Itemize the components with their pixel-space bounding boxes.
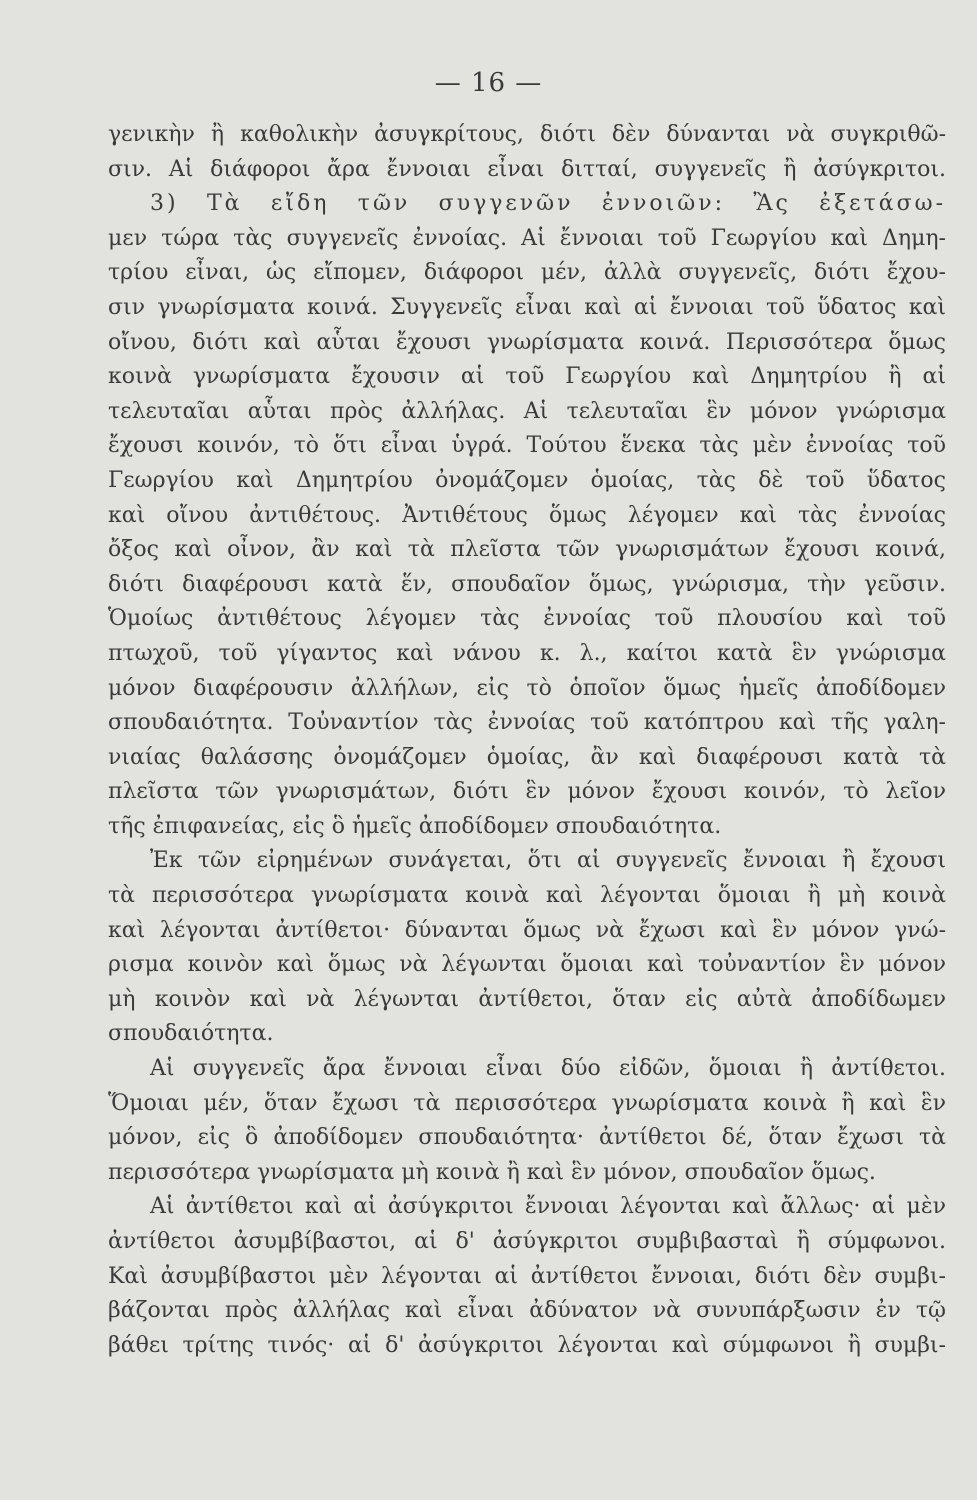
text-line: ρισμα κοινὸν καὶ ὅμως νὰ λέγωνται ὅμοιαι καὶ τοὐναντίον ἓν μόνον xyxy=(108,952,946,978)
page-number: — 16 — xyxy=(434,68,543,98)
text-line: μόνον διαφέρουσιν ἀλλήλων, εἰς τὸ ὁποῖον ὅμως ἡμεῖς ἀποδίδομεν xyxy=(108,675,946,701)
text-line: καὶ λέγονται ἀντίθετοι· δύνανται ὅμως νὰ ἔχωσι καὶ ἓν μόνον γνώ- xyxy=(108,917,946,943)
text-line: γενικὴν ἢ καθολικὴν ἀσυγκρίτους, διότι δὲν δύνανται νὰ συγκριθῶ- xyxy=(108,122,946,147)
text-line: σιν. Αἱ διάφοροι ἄρα ἔννοιαι εἶναι διτταί, συγγενεῖς ἢ ἀσύγκριτοι. xyxy=(108,156,946,182)
text-line: κοινὰ γνωρίσματα ἔχουσιν αἱ τοῦ Γεωργίου καὶ Δημητρίου ἢ αἱ xyxy=(108,364,946,390)
text-line: μόνον, εἰς ὃ ἀποδίδομεν σπουδαιότητα· ἀντίθετοι δέ, ὅταν ἔχωσι τὰ xyxy=(108,1125,946,1151)
text-line: σπουδαιότητα. xyxy=(108,1021,274,1047)
text-line: ὄξος καὶ οἶνον, ἂν καὶ τὰ πλεῖστα τῶν γνωρισμάτων ἔχουσι κοινά, xyxy=(108,537,946,563)
text-line: ἀντίθετοι ἀσυμβίβαστοι, αἱ δ' ἀσύγκριτοι συμβιβασταὶ ἢ σύμφωνοι. xyxy=(108,1229,946,1254)
text-line: νιαίας θαλάσσης ὀνομάζομεν ὁμοίας, ἂν καὶ διαφέρουσι κατὰ τὰ xyxy=(108,744,946,770)
text-line: πλεῖστα τῶν γνωρισμάτων, διότι ἓν μόνον ἔχουσι κοινόν, τὸ λεῖον xyxy=(108,779,946,805)
text-line: Ὅμοιαι μέν, ὅταν ἔχωσι τὰ περισσότερα γνωρίσματα κοινὰ ἢ καὶ ἓν xyxy=(108,1090,946,1116)
text-line: σιν γνωρίσματα κοινά. Συγγενεῖς εἶναι καὶ αἱ ἔννοιαι τοῦ ὕδατος καὶ xyxy=(108,294,946,320)
text-line: τρίου εἶναι, ὡς εἴπομεν, διάφοροι μέν, ἀλλὰ συγγενεῖς, διότι ἔχου- xyxy=(108,260,946,286)
text-line: βάζονται πρὸς ἀλλήλας καὶ εἶναι ἀδύνατον νὰ συνυπάρξωσιν ἐν τῷ xyxy=(108,1298,946,1324)
text-line: 3) Τὰ εἴδη τῶν συγγενῶν ἐννοιῶν: Ἂς ἐξετάσω- xyxy=(150,191,946,217)
text-line: περισσότερα γνωρίσματα μὴ κοινὰ ἢ καὶ ἓν μόνον, σπουδαῖον ὅμως. xyxy=(108,1159,876,1185)
text-line: σπουδαιότητα. Τοὐναντίον τὰς ἐννοίας τοῦ κατόπτρου καὶ τῆς γαλη- xyxy=(108,710,946,736)
text-line: τελευταῖαι αὗται πρὸς ἀλλήλας. Αἱ τελευταῖαι ἓν μόνον γνώρισμα xyxy=(108,398,946,424)
text-line: μὴ κοινὸν καὶ νὰ λέγωνται ἀντίθετοι, ὅταν εἰς αὐτὰ ἀποδίδωμεν xyxy=(108,986,946,1012)
text-line: διότι διαφέρουσι κατὰ ἕν, σπουδαῖον ὅμως, γνώρισμα, τὴν γεῦσιν. xyxy=(108,571,946,597)
text-line: Γεωργίου καὶ Δημητρίου ὀνομάζομεν ὁμοίας, τὰς δὲ τοῦ ὕδατος xyxy=(108,467,946,493)
text-line: Ἐκ τῶν εἰρημένων συνάγεται, ὅτι αἱ συγγενεῖς ἔννοιαι ἢ ἔχουσι xyxy=(150,848,946,874)
text-line: τὰ περισσότερα γνωρίσματα κοινὰ καὶ λέγονται ὅμοιαι ἢ μὴ κοινὰ xyxy=(108,883,946,909)
body-text xyxy=(108,118,946,1363)
text-line: Καὶ ἀσυμβίβαστοι μὲν λέγονται αἱ ἀντίθετοι ἔννοιαι, διότι δὲν συμβι- xyxy=(108,1263,946,1289)
text-line: ἔχουσι κοινόν, τὸ ὅτι εἶναι ὑγρά. Τούτου ἕνεκα τὰς μὲν ἐννοίας τοῦ xyxy=(108,433,946,459)
text-line: βάθει τρίτης τινός· αἱ δ' ἀσύγκριτοι λέγονται καὶ σύμφωνοι ἢ συμβι- xyxy=(108,1332,946,1358)
text-line: μεν τώρα τὰς συγγενεῖς ἐννοίας. Αἱ ἔννοιαι τοῦ Γεωργίου καὶ Δημη- xyxy=(108,225,946,251)
text-line: καὶ οἴνου ἀντιθέτους. Ἀντιθέτους ὅμως λέγομεν καὶ τὰς ἐννοίας xyxy=(108,502,946,528)
text-line: πτωχοῦ, τοῦ γίγαντος καὶ νάνου κ. λ., καίτοι κατὰ ἓν γνώρισμα xyxy=(108,640,946,666)
text-line: τῆς ἐπιφανείας, εἰς ὃ ἡμεῖς ἀποδίδομεν σπουδαιότητα. xyxy=(108,813,722,839)
text-line: Αἱ συγγενεῖς ἄρα ἔννοιαι εἶναι δύο εἰδῶν, ὅμοιαι ἢ ἀντίθετοι. xyxy=(150,1056,946,1082)
text-line: Αἱ ἀντίθετοι καὶ αἱ ἀσύγκριτοι ἔννοιαι λέγονται καὶ ἄλλως· αἱ μὲν xyxy=(150,1194,946,1220)
text-line: Ὁμοίως ἀντιθέτους λέγομεν τὰς ἐννοίας τοῦ πλουσίου καὶ τοῦ xyxy=(108,606,946,632)
text-line: οἴνου, διότι καὶ αὗται ἔχουσι γνωρίσματα κοινά. Περισσότερα ὅμως xyxy=(108,329,946,355)
